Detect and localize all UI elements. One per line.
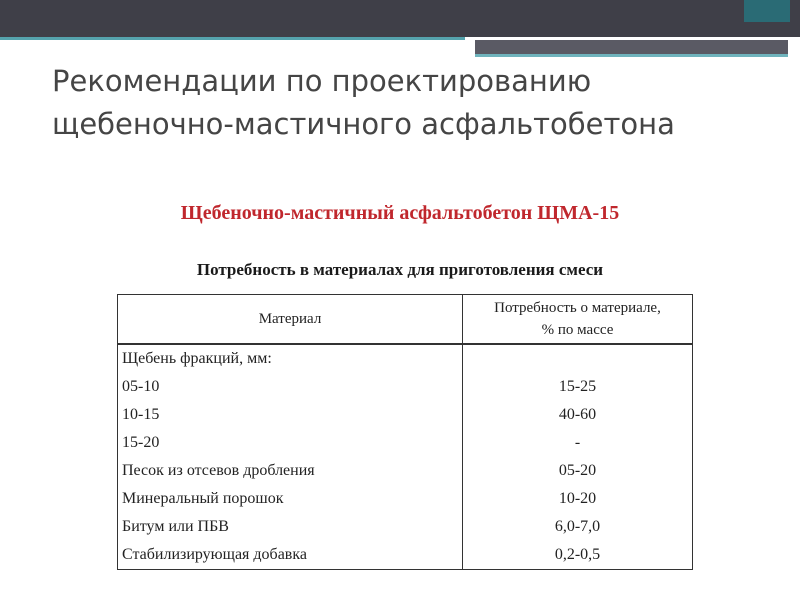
teal-accent-block: [744, 0, 790, 22]
row-value: 15-25: [463, 373, 693, 401]
top-decor-bar: [0, 0, 800, 37]
table-row: [118, 344, 693, 373]
row-value: 05-20: [463, 457, 693, 485]
header-need-line1: Потребность о материале,: [494, 300, 661, 316]
row-material: 05-10: [118, 373, 463, 401]
row-value: [463, 344, 693, 373]
row-value: 10-20: [463, 485, 693, 513]
row-material: Щебень фракций, мм:: [118, 344, 463, 373]
table-row: [118, 513, 693, 541]
table-row: [118, 457, 693, 485]
top-accent-band: [475, 40, 788, 54]
top-accent-line: [0, 37, 465, 40]
table-header-row: [118, 295, 693, 345]
slide-subtitle: Щебеночно-мастичный асфальтобетон ЩМА-15: [180, 202, 620, 224]
header-need-line2: % по массе: [541, 322, 614, 338]
table-row: [118, 373, 693, 401]
row-material: 10-15: [118, 401, 463, 429]
table-row: [118, 401, 693, 429]
slide-title: Рекомендации по проектированию щебеночно-мастичного асфальтобетона: [52, 64, 675, 141]
materials-table: [117, 294, 693, 570]
row-material: Стабилизирующая добавка: [118, 541, 463, 570]
row-value: 6,0-7,0: [463, 513, 693, 541]
row-material: Битум или ПБВ: [118, 513, 463, 541]
row-value: 0,2-0,5: [463, 541, 693, 570]
table-row: [118, 485, 693, 513]
table-caption: Потребность в материалах для приготовления смеси: [196, 260, 604, 279]
header-material: Материал: [118, 295, 463, 345]
row-material: 15-20: [118, 429, 463, 457]
table-row: [118, 429, 693, 457]
header-need: [463, 295, 693, 345]
table-row: [118, 541, 693, 570]
row-value: 40-60: [463, 401, 693, 429]
row-material: Минеральный порошок: [118, 485, 463, 513]
row-material: Песок из отсевов дробления: [118, 457, 463, 485]
row-value: -: [463, 429, 693, 457]
